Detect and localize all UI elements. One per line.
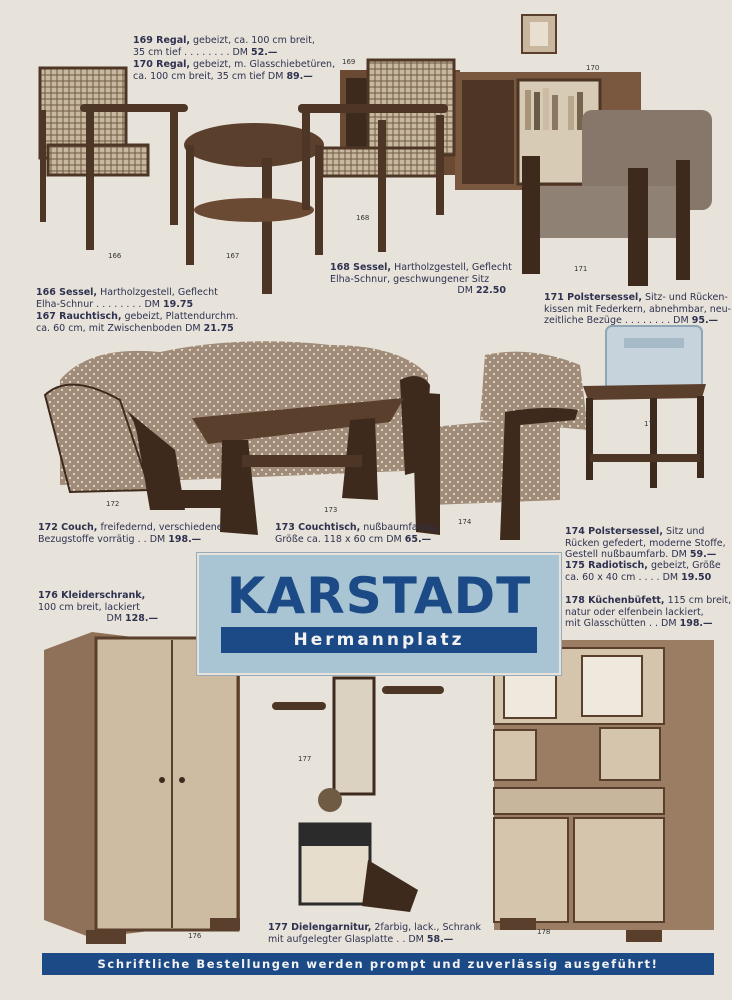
caption-178: 178 Küchenbüfett, 115 cm breit, natur oder elfenbein lackiert, mit Glasschütten . . DM 198.— <box>565 595 732 629</box>
caption-176: 176 Kleiderschrank, 100 cm breit, lackiert DM 128.— <box>38 590 158 624</box>
label-166: 166 <box>108 252 122 260</box>
caption-175: 175 Radiotisch, gebeizt, Größe ca. 60 x 40 cm . . . . DM 19.50 <box>565 560 721 583</box>
kitchen-buffet-178-illustration <box>494 640 714 942</box>
label-177: 177 <box>298 755 312 763</box>
label-170: 170 <box>586 64 600 72</box>
caption-170: 170 Regal, gebeizt, m. Glasschiebetüren, ca. 100 cm breit, 35 cm tief DM 89.— <box>133 59 336 82</box>
karstadt-brand-panel <box>197 553 561 675</box>
order-banner: Schriftliche Bestellungen werden prompt und zuverlässig ausgeführt! <box>42 953 714 975</box>
label-168: 168 <box>356 214 370 222</box>
caption-171: 171 Polstersessel, Sitz- und Rücken- kissen mit Federkern, abnehmbar, neu- zeitliche Bezüge . . . . . . . . DM 95.— <box>544 292 732 326</box>
label-173: 173 <box>324 506 338 514</box>
coffee-table-173-illustration <box>192 398 404 535</box>
caption-167: 167 Rauchtisch, gebeizt, Plattendurchm. ca. 60 cm, mit Zwischenboden DM 21.75 <box>36 311 239 334</box>
caption-168: 168 Sessel, Hartholzgestell, Geflecht Elha-Schnur, geschwungener Sitz DM 22.50 <box>330 262 512 296</box>
wall-picture-illustration <box>522 15 556 53</box>
caption-172: 172 Couch, freifedernd, verschiedene Bezugstoffe vorrätig . . DM 198.— <box>38 522 223 545</box>
hall-set-177-illustration <box>272 678 444 912</box>
caption-166: 166 Sessel, Hartholzgestell, Geflecht Elha-Schnur . . . . . . . . DM 19.75 <box>36 287 218 310</box>
label-175: 175 <box>644 420 658 428</box>
armchair-174-illustration <box>412 352 588 540</box>
caption-177: 177 Dielengarnitur, 2farbig, lack., Schrank mit aufgelegter Glasplatte . . DM 58.— <box>268 922 481 945</box>
chair-166-illustration <box>40 68 188 250</box>
caption-169: 169 Regal, gebeizt, ca. 100 cm breit, 35 cm tief . . . . . . . . DM 52.— <box>133 35 315 58</box>
label-167: 167 <box>226 252 240 260</box>
caption-174: 174 Polstersessel, Sitz und Rücken gefedert, moderne Stoffe, Gestell nußbaumfarb. DM 59.— <box>565 526 726 560</box>
radio-table-175-illustration <box>583 326 706 488</box>
label-174: 174 <box>458 518 472 526</box>
wardrobe-176-illustration <box>44 632 240 944</box>
brand-location: Hermannplatz <box>221 627 537 653</box>
label-178: 178 <box>537 928 551 936</box>
label-172: 172 <box>106 500 120 508</box>
label-171: 171 <box>574 265 588 273</box>
label-176: 176 <box>188 932 202 940</box>
caption-173: 173 Couchtisch, nußbaumfarbig, Größe ca. 118 x 60 cm DM 65.— <box>275 522 440 545</box>
brand-name: KARSTADT <box>226 567 532 625</box>
label-169: 169 <box>342 58 356 66</box>
